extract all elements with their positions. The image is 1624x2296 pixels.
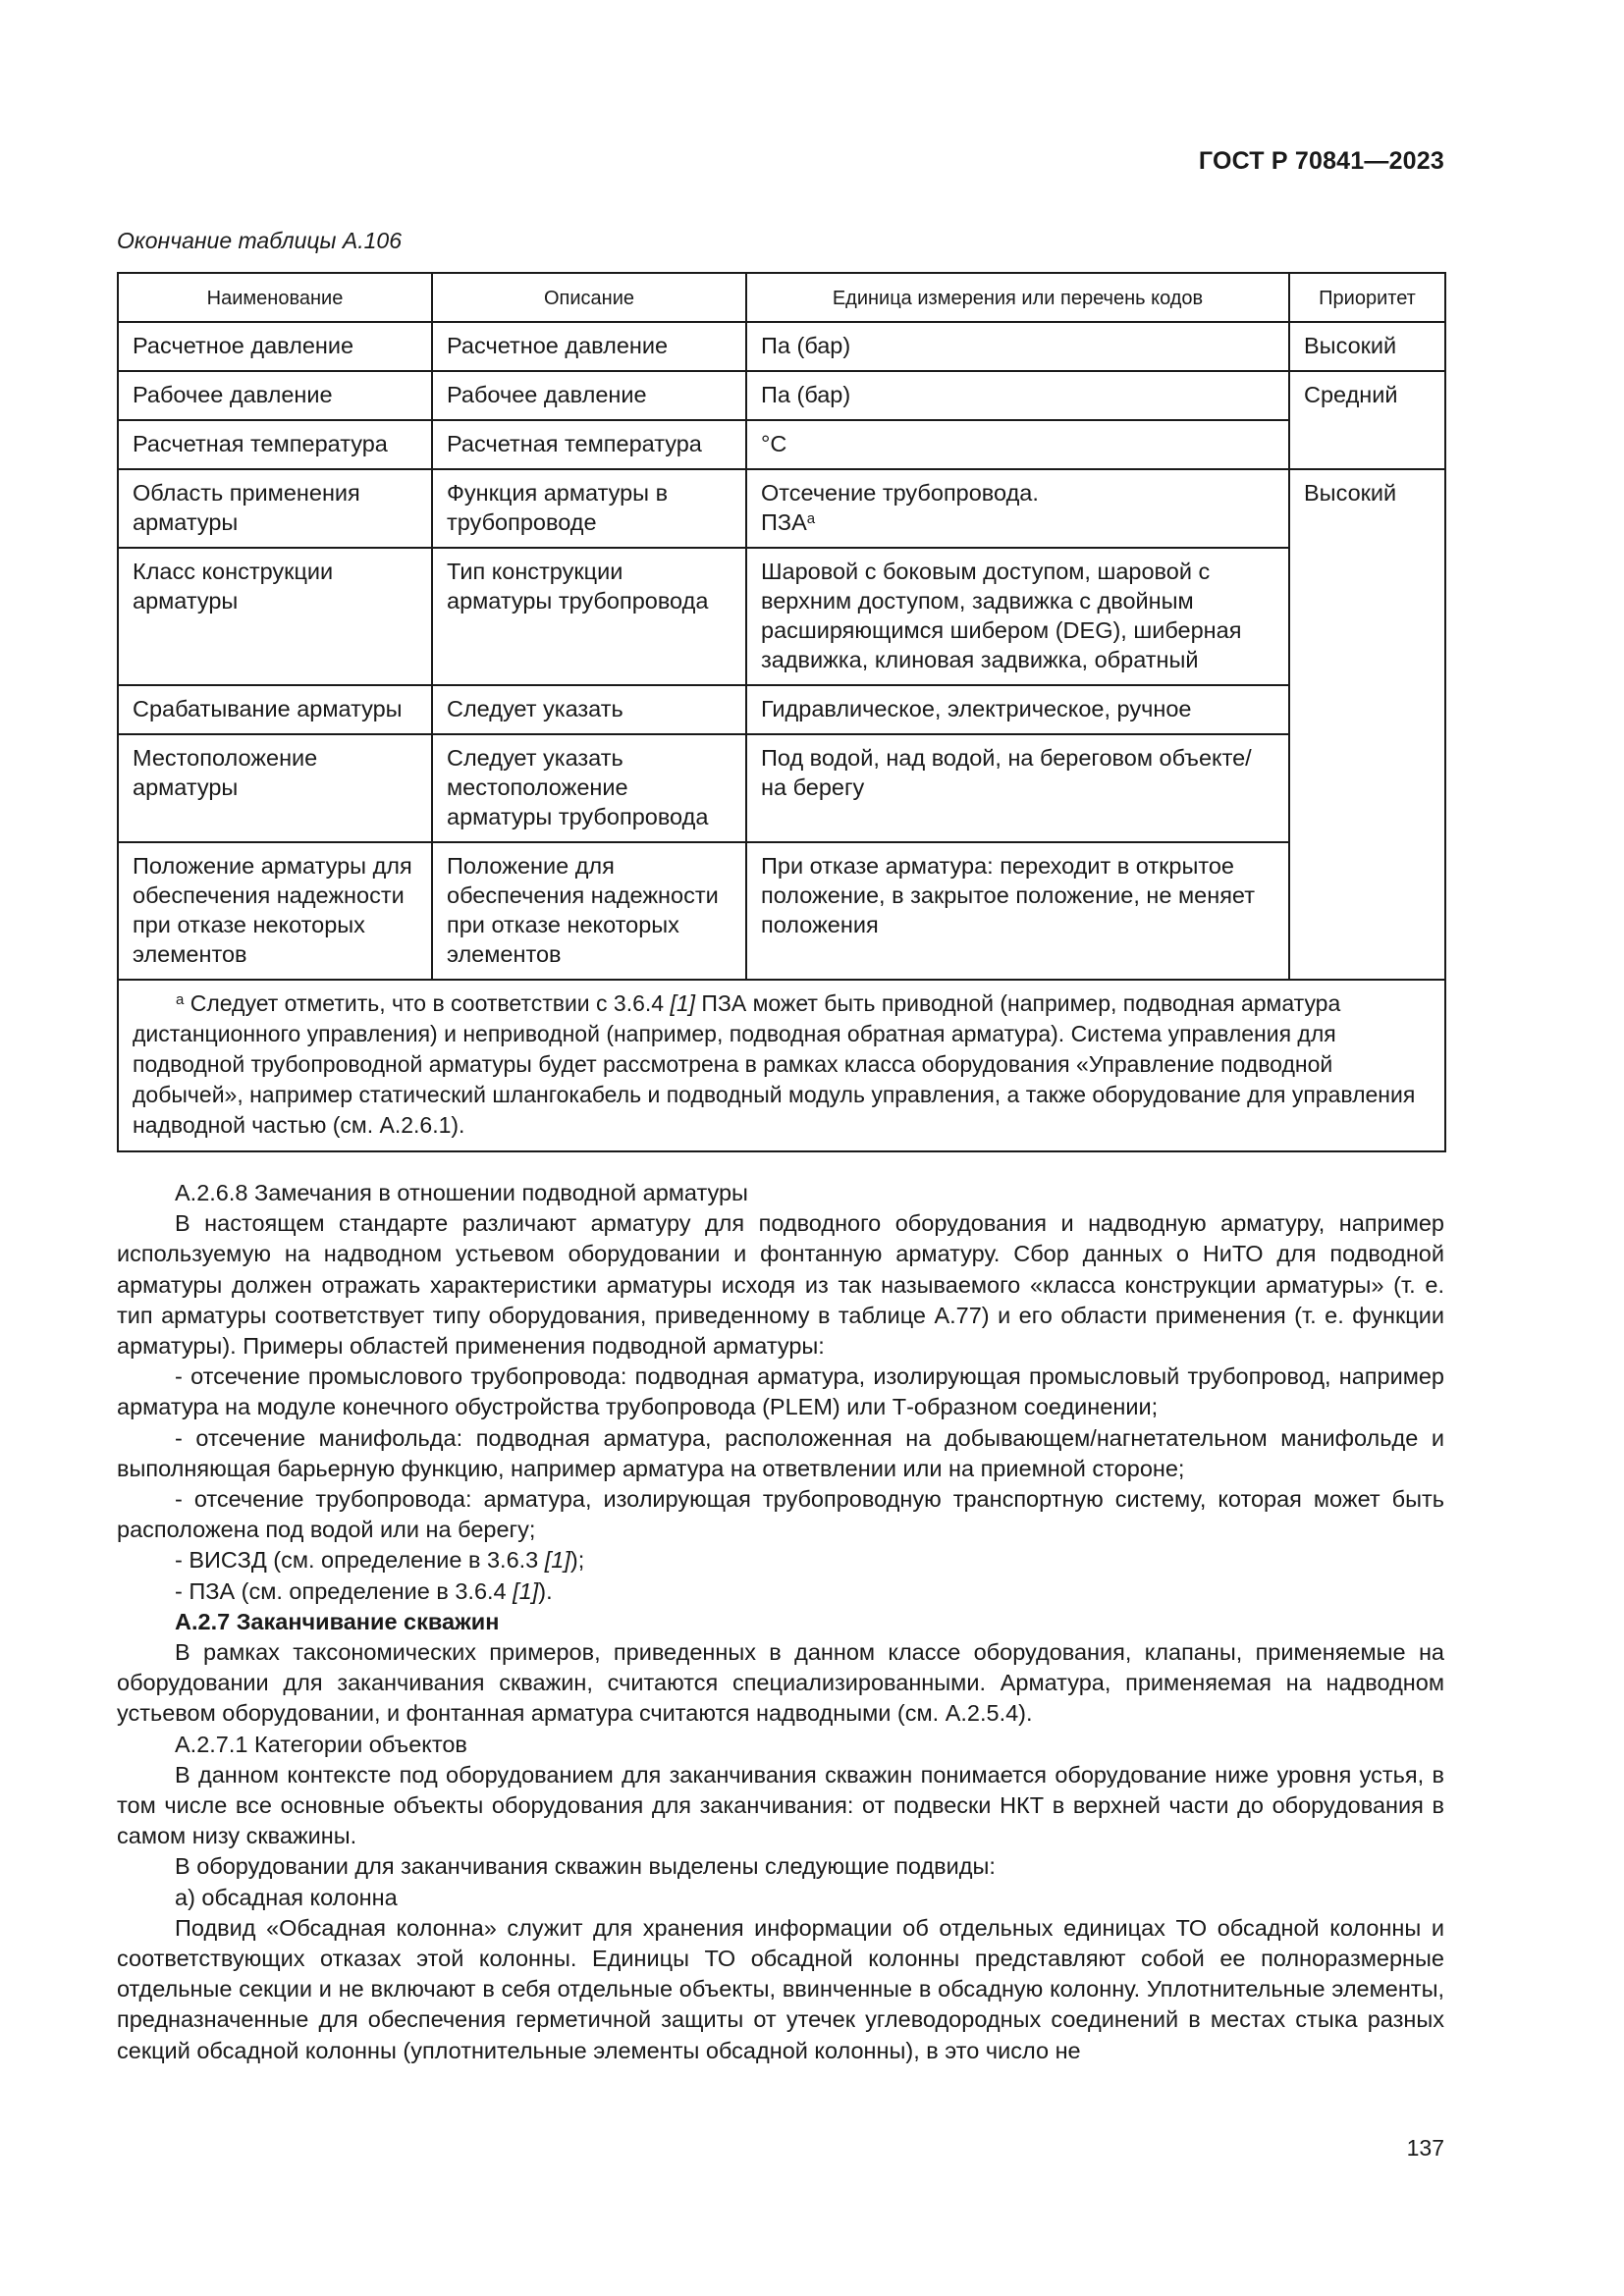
paragraph: В рамках таксономических примеров, приведенных в данном классе оборудования, клапаны, применяемые на оборудовании для заканчивания скважин, считаются специализированными. Арматура, применяемая на надводном устьевом оборудовании, и фонтанная арматура считаются надводными (см. А.2.5.4). bbox=[117, 1639, 1444, 1727]
cell-unit: Шаровой с боковым доступом, шаровой с верхним доступом, задвижка с двойным расширяющимся шибером (DEG), шиберная задвижка, клиновая задвижка, обратный bbox=[746, 548, 1289, 685]
table-row bbox=[118, 842, 1445, 980]
list-item: - отсечение манифольда: подводная арматура, расположенная на добывающем/нагнетательном манифольде и выполняющая барьерную функцию, например арматура на ответвлении или на приемной стороне; bbox=[117, 1424, 1444, 1481]
list-item-text: ); bbox=[569, 1547, 585, 1574]
cell-unit-line: ПЗА bbox=[761, 509, 807, 535]
table-row bbox=[118, 548, 1445, 685]
column-header-description: Описание bbox=[432, 273, 746, 322]
cell-priority: Средний bbox=[1289, 371, 1445, 469]
table-row bbox=[118, 420, 1445, 469]
list-item bbox=[117, 1576, 1444, 1607]
column-header-name: Наименование bbox=[118, 273, 432, 322]
subsection-heading: А.2.7.1 Категории объектов bbox=[175, 1731, 467, 1757]
column-header-priority: Приоритет bbox=[1289, 273, 1445, 322]
table-row bbox=[118, 469, 1445, 548]
cell-name: Срабатывание арматуры bbox=[118, 685, 432, 734]
list-item-text: - ПЗА (см. определение в 3.6.4 bbox=[175, 1577, 514, 1604]
cell-name: Область применения арматуры bbox=[118, 469, 432, 548]
footnote-mark: а bbox=[806, 510, 816, 527]
document-code: ГОСТ Р 70841—2023 bbox=[1198, 147, 1444, 175]
cell-priority: Высокий bbox=[1289, 322, 1445, 371]
paragraph: В данном контексте под оборудованием для заканчивания скважин понимается оборудование ниже уровня устья, в том числе все основные объекты оборудования для заканчивания: от подвески НКТ в верхней части до оборудования в самом низу скважины. bbox=[117, 1761, 1444, 1849]
table-header-row bbox=[118, 273, 1445, 322]
cell-unit bbox=[746, 469, 1289, 548]
cell-description: Расчетная температура bbox=[432, 420, 746, 469]
cell-description: Рабочее давление bbox=[432, 371, 746, 420]
cell-name: Положение арматуры для обеспечения надежности при отказе некоторых элементов bbox=[118, 842, 432, 980]
table-row bbox=[118, 371, 1445, 420]
footnote-mark: а bbox=[176, 991, 185, 1008]
list-item: - отсечение трубопровода: арматура, изолирующая трубопроводную транспортную систему, которая может быть расположена под водой или на берегу; bbox=[117, 1486, 1444, 1543]
cell-unit-line: Отсечение трубопровода. bbox=[761, 480, 1039, 506]
section-heading: А.2.6.8 Замечания в отношении подводной арматуры bbox=[175, 1180, 748, 1205]
paragraph: В настоящем стандарте различают арматуру для подводного оборудования и надводную арматуру, например используемую на надводном устьевом оборудовании и фонтанную арматуру. Сбор данных о НиТО для подводной арматуры должен отражать характеристики арматуры исходя из так называемого «класса конструкции арматуры» (т. е. тип арматуры соответствует типу оборудования, приведенному в таблице А.77) и его области применения (т. е. функции арматуры). Примеры областей применения подводной арматуры: bbox=[117, 1210, 1444, 1360]
cell-description: Тип конструкции арматуры трубопровода bbox=[432, 548, 746, 685]
cell-description: Следует указать местоположение арматуры трубопровода bbox=[432, 734, 746, 842]
spec-table bbox=[117, 272, 1446, 1152]
list-item: - отсечение промыслового трубопровода: подводная арматура, изолирующая промысловый трубопровод, например арматура на модуле конечного обустройства трубопровода (PLEM) или Т-образном соединении; bbox=[117, 1363, 1444, 1420]
reference-link: [1] bbox=[513, 1577, 539, 1604]
cell-unit: °C bbox=[746, 420, 1289, 469]
body-text bbox=[117, 1178, 1444, 2066]
cell-description: Расчетное давление bbox=[432, 322, 746, 371]
cell-unit: При отказе арматура: переходит в открытое положение, в закрытое положение, не меняет положения bbox=[746, 842, 1289, 980]
column-header-unit: Единица измерения или перечень кодов bbox=[746, 273, 1289, 322]
reference-link: [1] bbox=[544, 1547, 570, 1574]
footnote-text: ПЗА может быть приводной (например, подводная арматура дистанционного управления) и неприводной (например, подводная обратная арматура). Система управления для подводной трубопроводной арматуры будет рассмотрена в рамках класса оборудования «Управление подводной добычей», например статический шлангокабель и подводный модуль управления, а также оборудование для управления надводной частью (см. А.2.6.1). bbox=[133, 990, 1416, 1138]
cell-description: Функция арматуры в трубопроводе bbox=[432, 469, 746, 548]
cell-unit: Па (бар) bbox=[746, 371, 1289, 420]
cell-unit: Гидравлическое, электрическое, ручное bbox=[746, 685, 1289, 734]
table-row bbox=[118, 734, 1445, 842]
list-item-text: - ВИСЗД (см. определение в 3.6.3 bbox=[175, 1547, 545, 1574]
cell-name: Рабочее давление bbox=[118, 371, 432, 420]
cell-name: Расчетная температура bbox=[118, 420, 432, 469]
cell-name: Местоположение арматуры bbox=[118, 734, 432, 842]
table-footnote-row bbox=[118, 980, 1445, 1151]
reference-link: [1] bbox=[670, 990, 696, 1016]
list-item-text: ). bbox=[538, 1577, 553, 1604]
footnote-text: Следует отметить, что в соответствии с 3.6.4 bbox=[184, 990, 671, 1016]
cell-name: Класс конструкции арматуры bbox=[118, 548, 432, 685]
table-caption: Окончание таблицы А.106 bbox=[117, 228, 402, 253]
paragraph: В оборудовании для заканчивания скважин выделены следующие подвиды: bbox=[175, 1853, 996, 1880]
cell-name: Расчетное давление bbox=[118, 322, 432, 371]
section-heading: А.2.7 Заканчивание скважин bbox=[175, 1608, 500, 1634]
table-row bbox=[118, 685, 1445, 734]
cell-unit: Под водой, над водой, на береговом объекте/на берегу bbox=[746, 734, 1289, 842]
list-item: а) обсадная колонна bbox=[175, 1884, 398, 1910]
list-item bbox=[117, 1545, 1444, 1575]
cell-unit: Па (бар) bbox=[746, 322, 1289, 371]
page-number: 137 bbox=[1406, 2135, 1444, 2161]
table-row bbox=[118, 322, 1445, 371]
paragraph: Подвид «Обсадная колонна» служит для хранения информации об отдельных единицах ТО обсадной колонны и соответствующих отказах этой колонны. Единицы ТО обсадной колонны представляют собой ее полноразмерные отдельные секции и не включают в себя отдельные объекты, ввинченные в обсадную колонну. Уплотнительные элементы, предназначенные для обеспечения герметичной защиты от утечек углеводородных соединений в местах стыка разных секций обсадной колонны (уплотнительные элементы обсадной колонны), в это число не bbox=[117, 1914, 1444, 2063]
table-footnote bbox=[118, 980, 1445, 1151]
cell-description: Следует указать bbox=[432, 685, 746, 734]
cell-description: Положение для обеспечения надежности при отказе некоторых элементов bbox=[432, 842, 746, 980]
cell-priority: Высокий bbox=[1289, 469, 1445, 980]
